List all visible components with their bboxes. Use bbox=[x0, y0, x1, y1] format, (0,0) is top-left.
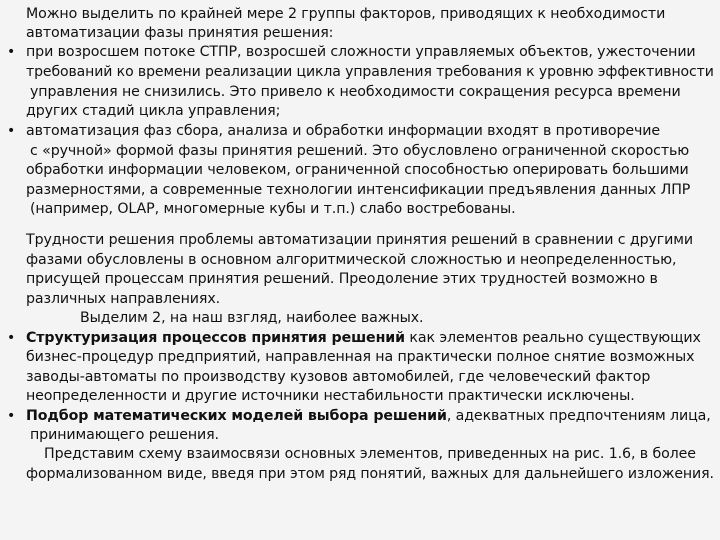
item4-rest: , адекватных предпочтениям лица, bbox=[446, 408, 711, 424]
item3-line-3: заводы-автоматы по производству кузовов автомобилей, где человеческий фактор bbox=[26, 369, 651, 385]
closing-line-2: формализованном виде, введя при этом ряд понятий, важных для дальнейшего изложения. bbox=[26, 466, 714, 482]
bullet-dot: • bbox=[7, 408, 16, 424]
intro-line-2: автоматизации фазы принятия решения: bbox=[26, 25, 334, 41]
item3-line-1 bbox=[26, 329, 701, 347]
intro-line-1: Можно выделить по крайней мере 2 группы факторов, приводящих к необходимости bbox=[26, 6, 666, 22]
para-line-2: фазами обусловлены в основном алгоритмической сложностью и неопределенностью, bbox=[26, 252, 677, 268]
bullet-dot: • bbox=[7, 330, 16, 346]
item3-bold-term: Структуризация процессов принятия решений bbox=[26, 330, 405, 346]
closing-line-1: Представим схему взаимосвязи основных элементов, приведенных на рис. 1.6, в более bbox=[44, 446, 696, 462]
item2-line-5: (например, OLAP, многомерные кубы и т.п.) слабо востребованы. bbox=[30, 201, 516, 217]
item2-line-4: размерностями, а современные технологии интенсификации предъявления данных ЛПР bbox=[26, 182, 691, 198]
item1-line-3: управления не снизились. Это привело к необходимости сокращения ресурса времени bbox=[30, 84, 681, 100]
item2-line-1: автоматизация фаз сбора, анализа и обработки информации входят в противоречие bbox=[26, 123, 661, 139]
item4-line-1 bbox=[26, 407, 711, 425]
item1-line-4: других стадий цикла управления; bbox=[26, 103, 281, 119]
item4-line-2: принимающего решения. bbox=[30, 427, 219, 443]
bullet-dot: • bbox=[7, 44, 16, 60]
para-line-1: Трудности решения проблемы автоматизации принятия решений в сравнении с другими bbox=[26, 232, 693, 248]
highlight-intro: Выделим 2, на наш взгляд, наиболее важных. bbox=[80, 310, 424, 326]
item3-line-2: бизнес-процедур предприятий, направленная на практически полное снятие возможных bbox=[26, 349, 695, 365]
item1-line-2: требований ко времени реализации цикла управления требования к уровню эффективности bbox=[26, 64, 714, 80]
item3-line-4: неопределенности и другие источники нестабильности практически исключены. bbox=[26, 388, 635, 404]
item3-rest: как элементов реально существующих bbox=[404, 330, 701, 346]
item2-line-2: с «ручной» формой фазы принятия решений. Это обусловлено ограниченной скоростью bbox=[30, 143, 690, 159]
item2-line-3: обработки информации человеком, ограниченной способностью оперировать большими bbox=[26, 162, 689, 178]
bullet-dot: • bbox=[7, 123, 16, 139]
para-line-3: присущей процессам принятия решений. Преодоление этих трудностей возможно в bbox=[26, 271, 658, 287]
item1-line-1: при возросшем потоке СТПР, возросшей сложности управляемых объектов, ужесточении bbox=[26, 44, 696, 60]
para-line-4: различных направлениях. bbox=[26, 291, 221, 307]
item4-bold-term: Подбор математических моделей выбора решений bbox=[26, 408, 447, 424]
